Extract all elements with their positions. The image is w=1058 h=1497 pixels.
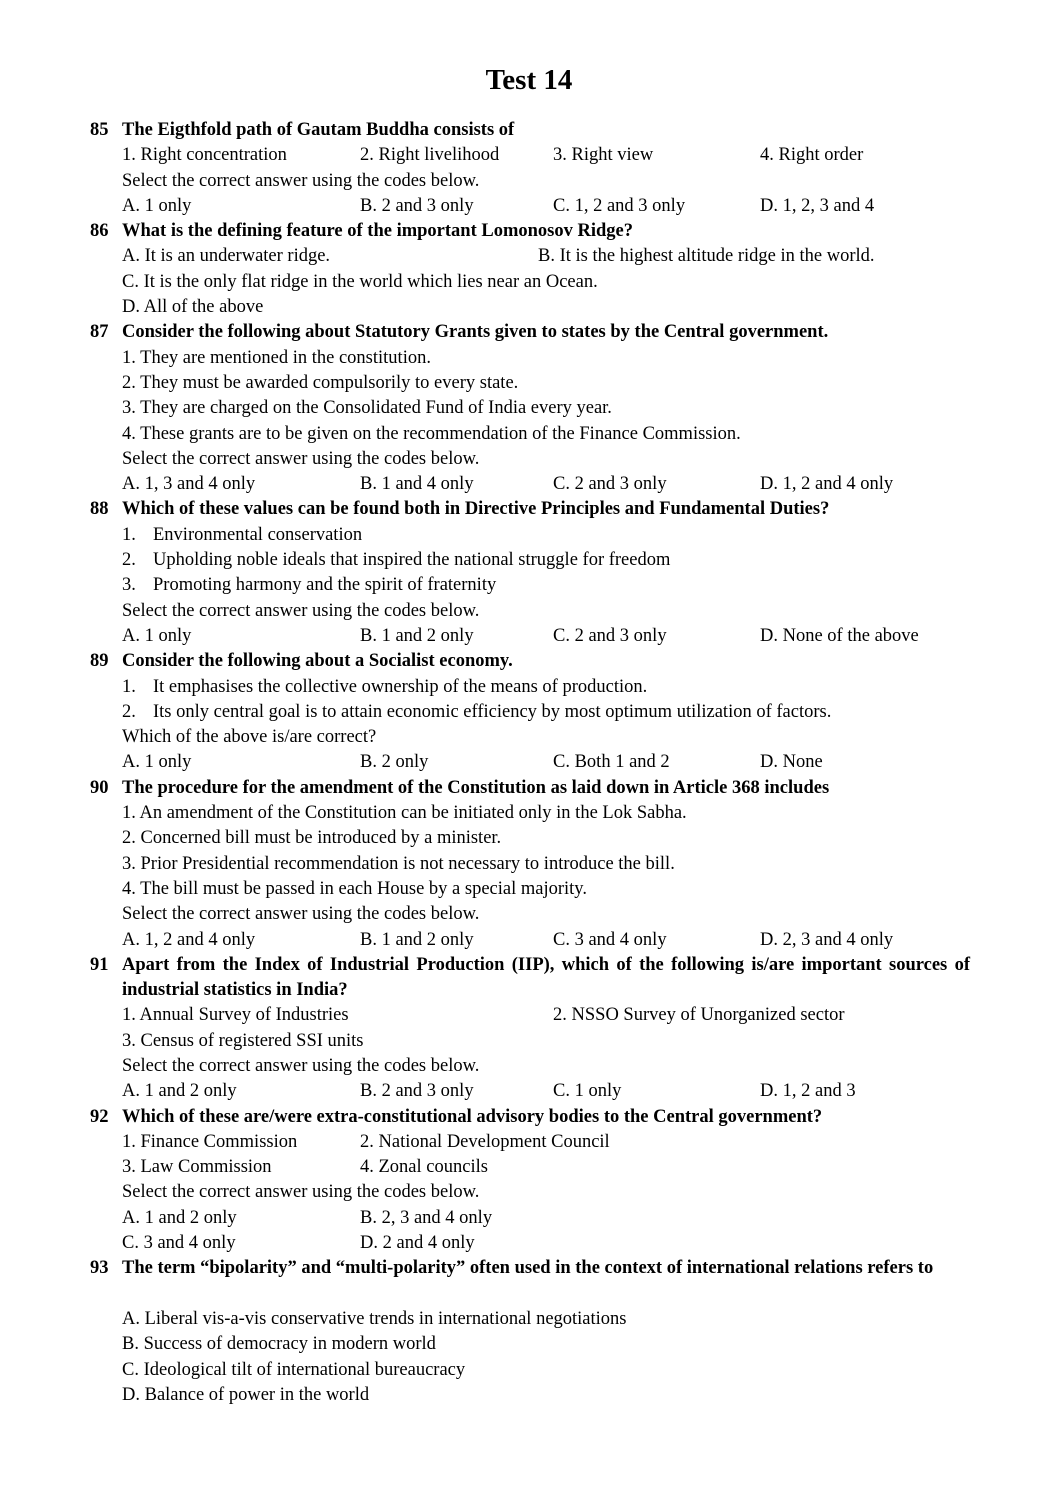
option-a: A. 1 only (122, 752, 192, 773)
question-88 (90, 497, 970, 522)
statement: Its only central goal is to attain economic efficiency by most optimum utilization of factors. (153, 701, 832, 722)
statement: 2. National Development Council (360, 1131, 610, 1152)
question-93 (90, 1256, 970, 1307)
option-d: D. None (760, 752, 823, 773)
question-stem: The term “bipolarity” and “multi-polarity” often used in the context of international relations refers to (122, 1258, 934, 1279)
statement: 2. They must be awarded compulsorily to every state. (122, 372, 519, 393)
statement: 4. Right order (760, 145, 864, 166)
question-92 (90, 1105, 970, 1130)
option-c: C. 2 and 3 only (553, 625, 667, 646)
statement: Environmental conservation (153, 524, 363, 545)
question-stem: Which of these are/were extra-constitutional advisory bodies to the Central government? (122, 1106, 823, 1127)
option-b: B. 2 only (360, 752, 429, 773)
statement: 1. An amendment of the Constitution can be initiated only in the Lok Sabha. (122, 803, 687, 824)
option-b: B. 2, 3 and 4 only (360, 1207, 493, 1228)
statement: 3. Census of registered SSI units (122, 1030, 364, 1051)
option-c: C. It is the only flat ridge in the world which lies near an Ocean. (122, 271, 598, 292)
question-91 (90, 953, 970, 1004)
option-a: A. 1 only (122, 195, 192, 216)
statement: 1. Finance Commission (122, 1131, 298, 1152)
question-89 (90, 649, 970, 674)
options-row (90, 194, 970, 219)
instruction: Select the correct answer using the codes below. (122, 448, 480, 469)
option-d: D. 1, 2 and 4 only (760, 474, 894, 495)
option-a: A. 1 and 2 only (122, 1081, 237, 1102)
option-c: C. Both 1 and 2 (553, 752, 670, 773)
question-number: 90 (90, 777, 109, 798)
statement: 3. They are charged on the Consolidated Fund of India every year. (122, 398, 612, 419)
statement: 2. Concerned bill must be introduced by a minister. (122, 828, 502, 849)
statement-row (90, 143, 970, 168)
option-b: B. 1 and 2 only (360, 929, 474, 950)
option-d: D. 2, 3 and 4 only (760, 929, 894, 950)
option-a: A. Liberal vis-a-vis conservative trends in international negotiations (122, 1308, 627, 1329)
option-b: B. It is the highest altitude ridge in the world. (538, 246, 875, 267)
statement: 4. The bill must be passed in each House by a special majority. (122, 878, 587, 899)
question-stem: Apart from the Index of Industrial Production (IIP), which of the following is/are important sources of industrial statistics in India? (122, 954, 970, 1001)
statement: 3. Right view (553, 145, 654, 166)
options-row (90, 750, 970, 775)
instruction: Which of the above is/are correct? (122, 727, 377, 748)
question-number: 88 (90, 499, 109, 520)
option-d: D. 1, 2, 3 and 4 (760, 195, 875, 216)
instruction: Select the correct answer using the codes below. (122, 904, 480, 925)
statement: 1. Right concentration (122, 145, 287, 166)
options-row (90, 624, 970, 649)
option-b: B. 1 and 2 only (360, 625, 474, 646)
question-list (90, 118, 970, 1408)
question-number: 89 (90, 651, 109, 672)
option-c: C. 3 and 4 only (553, 929, 667, 950)
option-a: A. 1 only (122, 625, 192, 646)
option-b: B. 2 and 3 only (360, 1081, 474, 1102)
option-d: D. Balance of power in the world (122, 1384, 370, 1405)
instruction: Select the correct answer using the codes below. (122, 1182, 480, 1203)
options-row (90, 928, 970, 953)
option-b: B. 1 and 4 only (360, 474, 474, 495)
question-90 (90, 776, 970, 801)
instruction: Select the correct answer using the codes below. (122, 600, 480, 621)
question-stem: The procedure for the amendment of the Constitution as laid down in Article 368 includes (122, 777, 830, 798)
option-c: C. Ideological tilt of international bureaucracy (122, 1359, 466, 1380)
statement: 3. Law Commission (122, 1157, 272, 1178)
option-c: C. 1, 2 and 3 only (553, 195, 686, 216)
option-a: A. It is an underwater ridge. (122, 246, 331, 267)
question-stem: Consider the following about Statutory Grants given to states by the Central government. (122, 322, 829, 343)
option-b: B. 2 and 3 only (360, 195, 474, 216)
question-stem: Which of these values can be found both in Directive Principles and Fundamental Duties? (122, 499, 830, 520)
instruction: Select the correct answer using the codes below. (122, 170, 480, 191)
option-d: D. None of the above (760, 625, 919, 646)
question-stem: The Eigthfold path of Gautam Buddha consists of (122, 120, 515, 140)
question-number: 87 (90, 322, 109, 343)
option-d: D. 2 and 4 only (360, 1233, 475, 1254)
statement-number: 2. (122, 701, 136, 722)
instruction: Select the correct answer using the codes below. (122, 1055, 480, 1076)
page-title: Test 14 (485, 64, 573, 96)
statement: 2. Right livelihood (360, 145, 500, 166)
question-number: 93 (90, 1258, 109, 1279)
question-85 (90, 118, 970, 143)
question-stem: What is the defining feature of the important Lomonosov Ridge? (122, 221, 633, 242)
option-c: C. 1 only (553, 1081, 622, 1102)
statement: 2. NSSO Survey of Unorganized sector (553, 1005, 845, 1026)
question-86 (90, 219, 970, 244)
statement: Upholding noble ideals that inspired the national struggle for freedom (153, 550, 671, 571)
statement: 4. These grants are to be given on the recommendation of the Finance Commission. (122, 423, 741, 444)
question-number: 91 (90, 954, 109, 975)
option-a: A. 1, 3 and 4 only (122, 474, 256, 495)
statement: 4. Zonal councils (360, 1157, 488, 1178)
option-b: B. Success of democracy in modern world (122, 1334, 436, 1355)
option-d: D. All of the above (122, 297, 264, 318)
option-a: A. 1 and 2 only (122, 1207, 237, 1228)
statement-number: 1. (122, 676, 136, 697)
statement: Promoting harmony and the spirit of fraternity (153, 575, 497, 596)
statement-number: 3. (122, 575, 136, 596)
option-c: C. 2 and 3 only (553, 474, 667, 495)
question-number: 92 (90, 1106, 109, 1127)
question-number: 86 (90, 221, 109, 242)
question-87 (90, 320, 970, 345)
statement: 1. They are mentioned in the constitution. (122, 347, 431, 368)
statement-number: 1. (122, 524, 136, 545)
options-row (90, 472, 970, 497)
option-c: C. 3 and 4 only (122, 1233, 236, 1254)
question-number: 85 (90, 120, 109, 140)
options-row (90, 1079, 970, 1104)
option-a: A. 1, 2 and 4 only (122, 929, 256, 950)
statement: It emphasises the collective ownership of the means of production. (153, 676, 648, 697)
statement: 3. Prior Presidential recommendation is not necessary to introduce the bill. (122, 853, 675, 874)
question-stem: Consider the following about a Socialist economy. (122, 651, 513, 672)
statement: 1. Annual Survey of Industries (122, 1005, 349, 1026)
option-d: D. 1, 2 and 3 (760, 1081, 856, 1102)
statement-number: 2. (122, 550, 136, 571)
